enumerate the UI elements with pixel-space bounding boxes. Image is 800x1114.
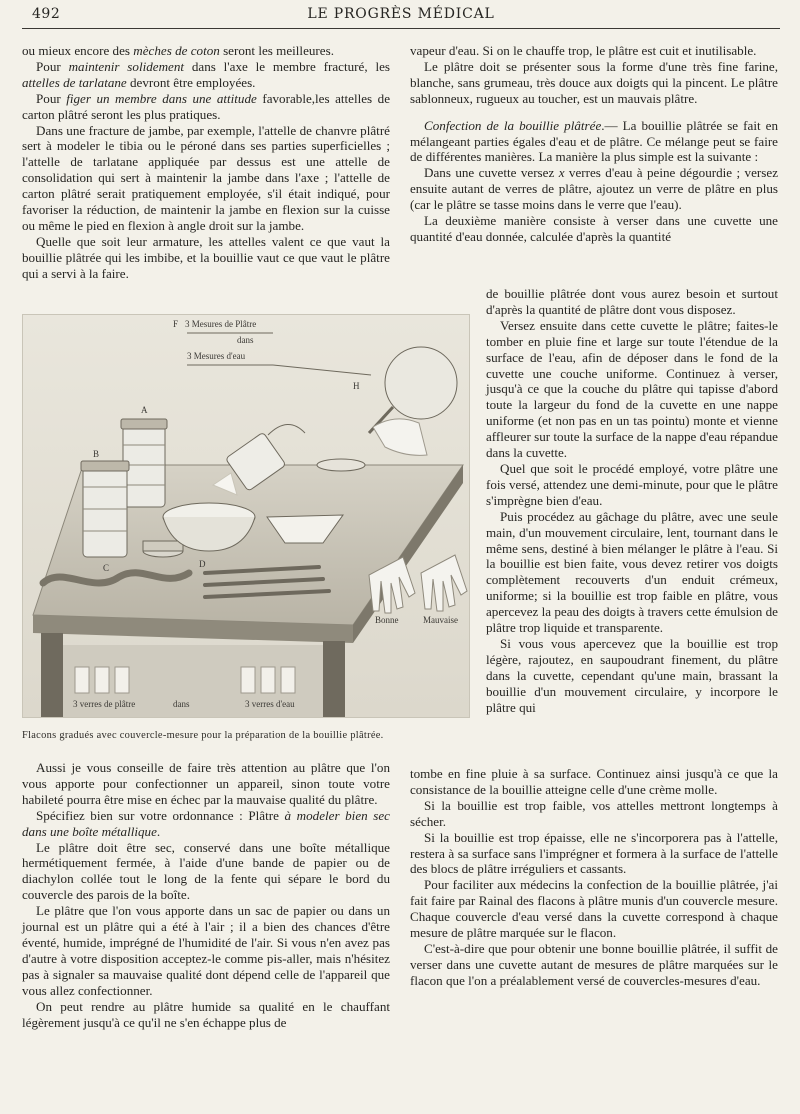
paragraph: Dans une cuvette versez x verres d'eau à peine dégourdie ; versez ensuite autant de verres de plâtre, ajoutez un verre de plâtre en plus (car le plâtre se tasse moins dans le verre que l'eau). bbox=[410, 165, 778, 213]
paragraph: ou mieux encore des mèches de coton seront les meilleures. bbox=[22, 43, 334, 58]
paragraph: Puis procédez au gâchage du plâtre, avec une seule main, d'un mouvement circulaire, lent, tournant dans le même sens, destiné à bien mélanger le plâtre à l'eau. Si la bouillie est bien faite, vous devez retirer vos doigts complètement recouverts d'un enduit crémeux, uniforme; si la bouillie est trop faible en plâtre, vous apercevez la peau des doigts à travers cette émulsion de plâtre trop liquide et transparente. bbox=[486, 508, 778, 636]
paragraph: Si la bouillie est trop faible, vos attelles mettront longtemps à sécher. bbox=[410, 797, 778, 829]
label-hand-right: Mauvaise bbox=[423, 615, 458, 625]
paragraph: C'est-à-dire que pour obtenir une bonne bouillie plâtrée, il suffit de verser dans une cuvette autant de mesures de plâtre marquées sur le flacon que l'on a préalablement versé de couvercles-mesures d'eau. bbox=[410, 940, 778, 988]
paragraph: Spécifiez bien sur votre ordonnance : Plâtre à modeler bien sec dans une boîte métallique. bbox=[22, 807, 390, 839]
paragraph: La deuxième manière consiste à verser dans une cuvette une quantité d'eau donnée, calculée d'après la quantité bbox=[410, 213, 778, 244]
figure-caption: Flacons gradués avec couvercle-mesure pour la préparation de la bouillie plâtrée. bbox=[22, 730, 384, 741]
paragraph: Pour figer un membre dans une attitude favorable,les attelles de carton plâtré seront les plus pratiques. bbox=[22, 90, 391, 122]
paragraph: Aussi je vous conseille de faire très attention au plâtre que l'on vous apporte pour confectionner un appareil, sinon toute votre habileté pourra être mise en échec par la mauvaise qualité du plâtre. bbox=[22, 760, 390, 807]
paragraph: Versez ensuite dans cette cuvette le plâtre; faites-le tomber en pluie fine et large sur toute l'étendue de la surface de l'eau, afin de déposer dans le fond de la cuvette une couche uniforme. Continuez à verser, jusqu'à ce que la couche du plâtre qui tapisse d'abord toute la largeur du fond de la cuvette en une nappe uniforme (et non pas en un tas pointu) monte et vienne affleurer sur toute la surface de la nappe d'eau répandue dans la cuvette. bbox=[486, 317, 778, 461]
paragraph: de bouillie plâtrée dont vous aurez besoin et surtout d'après la quantité de plâtre dont vous disposez. bbox=[486, 286, 778, 317]
label-h: H bbox=[353, 381, 360, 391]
paragraph: Confection de la bouillie plâtrée .— La bouillie plâtrée se fait en mélangeant parties égales d'eau et de plâtre. Ce mélange peut se faire de différentes manières. La manière la plus simple est la suivante : bbox=[410, 118, 778, 166]
figure-drawing bbox=[23, 315, 469, 717]
left-column-top bbox=[22, 43, 390, 282]
paragraph: Le plâtre doit se présenter sous la forme d'une très fine farine, blanche, sans grumeau, très douce aux doigts qui la pincent. Le plâtre sablonneux, rugueux au toucher, est un mauvais plâtre. bbox=[410, 58, 778, 106]
label-dans-bottom: dans bbox=[173, 699, 190, 709]
paragraph: Le plâtre que l'on vous apporte dans un sac de papier ou dans un journal est un plâtre qui a été à l'air ; il a bien des chances d'être éventé, humide, imprégné de l'humidité de l'air. Si vous n'en avez pas d'autre à votre disposition acceptez-le comme pis-aller, mais n'hésitez pas à signaler sa mauvaise qualité dont dépend celle de l'appareil que vous allez confectionner. bbox=[22, 903, 390, 998]
paragraph: tombe en fine pluie à sa surface. Continuez ainsi jusqu'à ce que la consistance de la bouillie atteigne celle d'une crème molle. bbox=[410, 766, 778, 797]
label-hand-left: Bonne bbox=[375, 615, 399, 625]
paragraph: Dans une fracture de jambe, par exemple, l'attelle de chanvre plâtré sert à modeler le tibia ou le péroné dans ses parties superficielles ; l'attelle de tarlatane appliquée par dessus est une attelle de consolidation qui sert à maintenir la jambe dans l'axe ; l'attelle de carton plâtré serait pratiquement employée, s'il était indiqué, pour favoriser la réduction, de maintenir la jambe en flexion sur la cuisse ou même le pied en flexion à angle droit sur la jambe. bbox=[22, 122, 390, 233]
header-rule bbox=[22, 28, 780, 29]
paragraph: Quelle que soit leur armature, les attelles valent ce que vaut la bouillie plâtrée qui les imbibe, et la bouillie vaut ce que vaut le plâtre qui a servi à la faire. bbox=[22, 233, 390, 281]
page-number: 492 bbox=[32, 6, 61, 22]
right-column-narrow bbox=[486, 286, 778, 715]
paragraph: Si vous vous apercevez que la bouillie est trop légère, rajoutez, en saupoudrant finement, du plâtre dans la cuvette, cependant qu'une main, brassant la bouillie d'un mouvement circulaire, y incorpore le plâtre qui bbox=[486, 635, 778, 715]
figure-illustration bbox=[22, 314, 470, 718]
label-a: A bbox=[141, 405, 148, 415]
right-column-top bbox=[410, 43, 778, 245]
label-mesures-platre: 3 Mesures de Plâtre bbox=[185, 319, 257, 329]
paragraph: Pour faciliter aux médecins la confection de la bouillie plâtrée, j'ai fait faire par Rainal des flacons à plâtre munis d'un couvercle mesure. Chaque couvercle d'eau versé dans la cuvette correspond à chaque mesure de plâtre marquée sur le flacon. bbox=[410, 877, 778, 941]
label-verres-eau: 3 verres d'eau bbox=[245, 699, 295, 709]
paragraph: vapeur d'eau. Si on le chauffe trop, le plâtre est cuit et inutilisable. bbox=[410, 43, 757, 58]
label-mesures-eau: 3 Mesures d'eau bbox=[187, 351, 246, 361]
left-column-bottom bbox=[22, 760, 390, 1030]
section-title: Confection de la bouillie plâtrée .— bbox=[424, 118, 623, 133]
paragraph: Si la bouillie est trop épaisse, elle ne s'incorporera pas à l'attelle, restera à sa surface sans l'imprégner et formera à la surface de l'attelle des blocs de plâtre irréguliers et cassants. bbox=[410, 829, 778, 877]
label-verres-platre: 3 verres de plâtre bbox=[73, 699, 136, 709]
label-dans: dans bbox=[237, 335, 254, 345]
jar-b bbox=[81, 461, 129, 557]
running-title: LE PROGRÈS MÉDICAL bbox=[307, 6, 495, 22]
right-column-bottom bbox=[410, 766, 778, 989]
label-f: F bbox=[173, 319, 179, 329]
running-header bbox=[22, 4, 780, 26]
paragraph: On peut rendre au plâtre humide sa qualité en le chauffant légèrement jusqu'à ce qu'il ne s'en échappe plus de bbox=[22, 998, 390, 1030]
paragraph: Quel que soit le procédé employé, votre plâtre une fois versé, attendez une demi-minute, pour que le plâtre s'imprègne bien d'eau. bbox=[486, 460, 778, 508]
label-b: B bbox=[93, 449, 100, 459]
paragraph: Le plâtre doit être sec, conservé dans une boîte métallique hermétiquement fermée, à l'aide d'une bande de papier ou de diachylon collée tout le long de la fente qui sépare le bord du couvercle des parois de la boîte. bbox=[22, 839, 390, 903]
label-c: C bbox=[103, 563, 110, 573]
label-d: D bbox=[199, 559, 206, 569]
paragraph: Pour maintenir solidement dans l'axe le membre fracturé, les attelles de tarlatane devront être employées. bbox=[22, 58, 390, 90]
